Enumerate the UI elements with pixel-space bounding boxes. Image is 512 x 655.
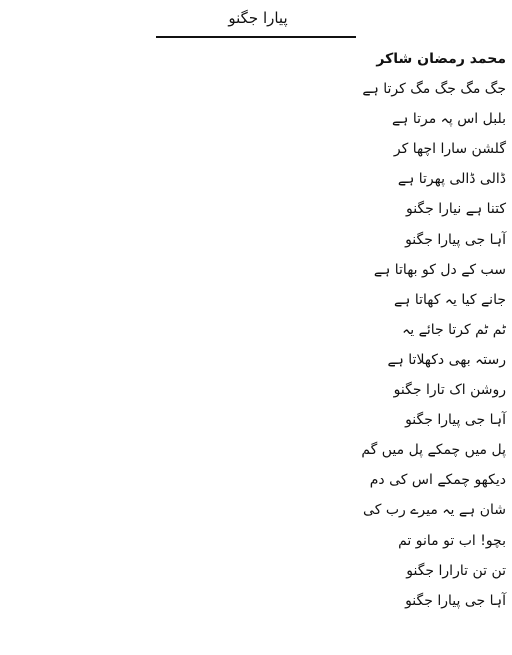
- poem-line: ٹم ٹم کرتا جائے یہ: [402, 321, 506, 338]
- title-underline: [156, 36, 356, 38]
- poem-line: بلبل اس پہ مرتا ہے: [391, 111, 506, 128]
- poem-line: آہا جی پیارا جگنو: [405, 592, 506, 609]
- poem-line: روشن اک تارا جگنو: [393, 382, 506, 399]
- poem-line: پل میں چمکے پل میں گم: [361, 442, 506, 459]
- poem-line: شان ہے یہ میرے رب کی: [363, 502, 506, 519]
- poem-author: محمد رمضان شاکر: [376, 51, 506, 67]
- poem-line: تن تن تارارا جگنو: [406, 562, 506, 579]
- poem-line: جانے کیا یہ کھاتا ہے: [393, 291, 506, 308]
- poem-line: آہا جی پیارا جگنو: [405, 231, 506, 248]
- poem-line: گلشن سارا اچھا کر: [393, 141, 506, 158]
- poem-title: پیارا جگنو: [228, 9, 288, 27]
- poem-line: کتنا ہے نیارا جگنو: [405, 201, 506, 218]
- poem-line: ڈالی ڈالی پھرتا ہے: [397, 171, 506, 188]
- poem-line: سب کے دل کو بھاتا ہے: [373, 261, 506, 278]
- poem-line: دیکھو چمکے اس کی دم: [369, 472, 506, 489]
- poem-line: آہا جی پیارا جگنو: [405, 412, 506, 429]
- poem-line: جگ مگ جگ مگ کرتا ہے: [362, 81, 506, 98]
- poem-line: بچو! اب تو مانو تم: [398, 532, 506, 549]
- poem-body: [186, 44, 506, 616]
- poem-line: رستہ بھی دکھلاتا ہے: [387, 351, 506, 368]
